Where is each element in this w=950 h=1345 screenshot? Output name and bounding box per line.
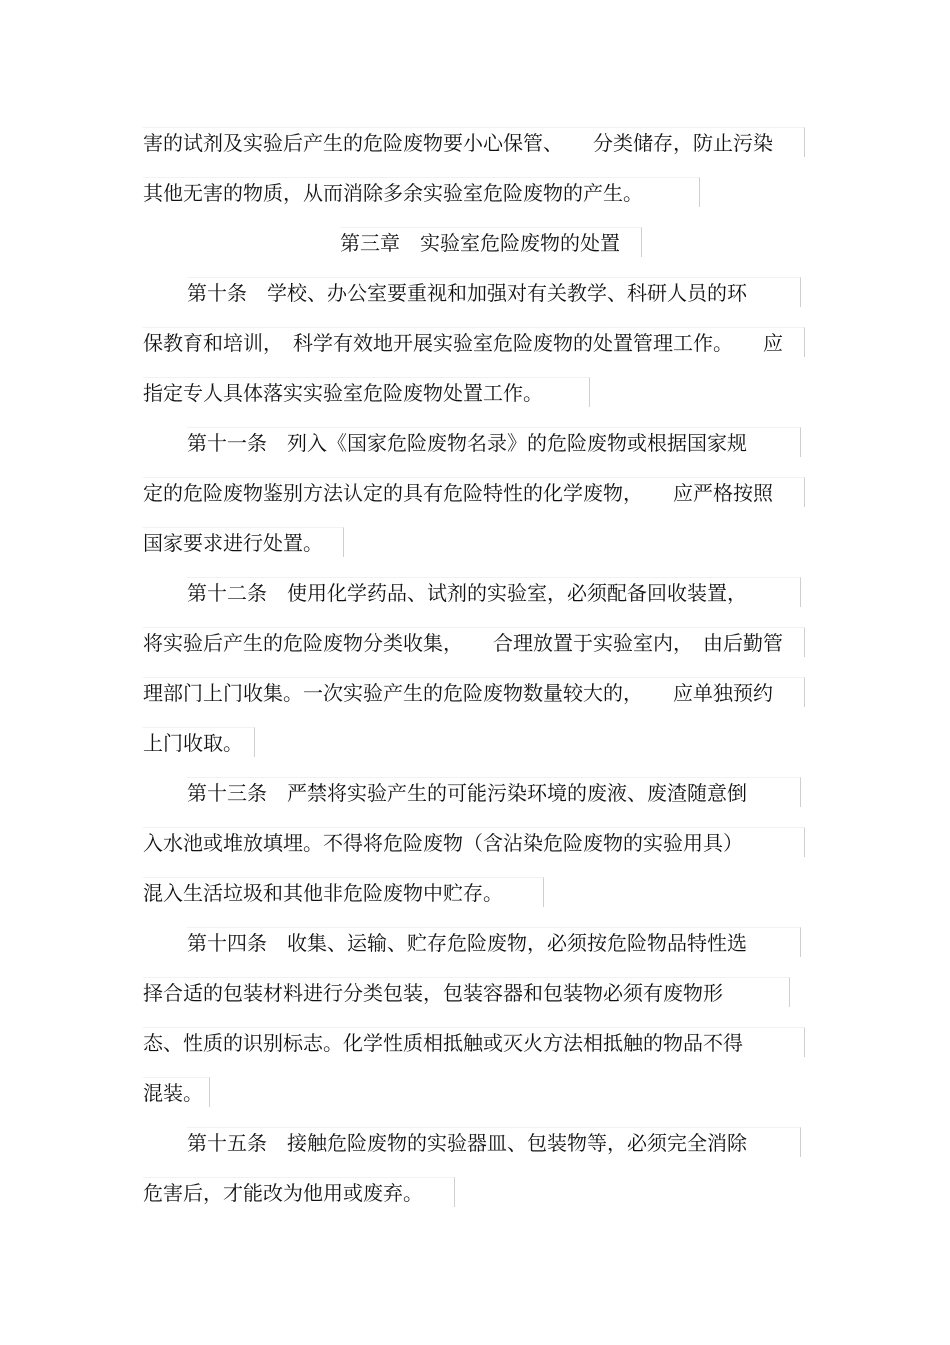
- article-10-line-1: 第十条 学校、办公室要重视和加强对有关教学、科研人员的环: [187, 277, 801, 307]
- text-line: 其他无害的物质，从而消除多余实验室危险废物的产生。: [143, 177, 700, 207]
- article-13-line-1: 第十三条 严禁将实验产生的可能污染环境的废液、废渣随意倒: [187, 777, 801, 807]
- article-14-line-1: 第十四条 收集、运输、贮存危险废物，必须按危险物品特性选: [187, 927, 801, 957]
- text-line: 将实验后产生的危险废物分类收集， 合理放置于实验室内， 由后勤管: [143, 627, 805, 657]
- text-line: 危害后，才能改为他用或废弃。: [143, 1177, 455, 1207]
- text-line: 混入生活垃圾和其他非危险废物中贮存。: [143, 877, 544, 907]
- text-line: 国家要求进行处置。: [143, 527, 344, 557]
- text-line: 指定专人具体落实实验室危险废物处置工作。: [143, 377, 590, 407]
- article-12-line-1: 第十二条 使用化学药品、试剂的实验室，必须配备回收装置，: [187, 577, 801, 607]
- text-line: 态、性质的识别标志。化学性质相抵触或灭火方法相抵触的物品不得: [143, 1027, 805, 1057]
- text-line: 保教育和培训， 科学有效地开展实验室危险废物的处置管理工作。 应: [143, 327, 805, 357]
- text-line: 择合适的包装材料进行分类包装，包装容器和包装物必须有废物形: [143, 977, 790, 1007]
- article-11-line-1: 第十一条 列入《国家危险废物名录》的危险废物或根据国家规: [187, 427, 801, 457]
- chapter-heading: 第三章 实验室危险废物的处置: [340, 227, 642, 257]
- text-line: 理部门上门收集。一次实验产生的危险废物数量较大的， 应单独预约: [143, 677, 805, 707]
- text-line: 混装。: [143, 1077, 210, 1107]
- article-15-line-1: 第十五条 接触危险废物的实验器皿、包装物等，必须完全消除: [187, 1127, 801, 1157]
- text-line: 害的试剂及实验后产生的危险废物要小心保管、 分类储存，防止污染: [143, 127, 805, 157]
- text-line: 定的危险废物鉴别方法认定的具有危险特性的化学废物， 应严格按照: [143, 477, 805, 507]
- text-line: 上门收取。: [143, 727, 255, 757]
- text-line: 入水池或堆放填埋。不得将危险废物（含沾染危险废物的实验用具）: [143, 827, 805, 857]
